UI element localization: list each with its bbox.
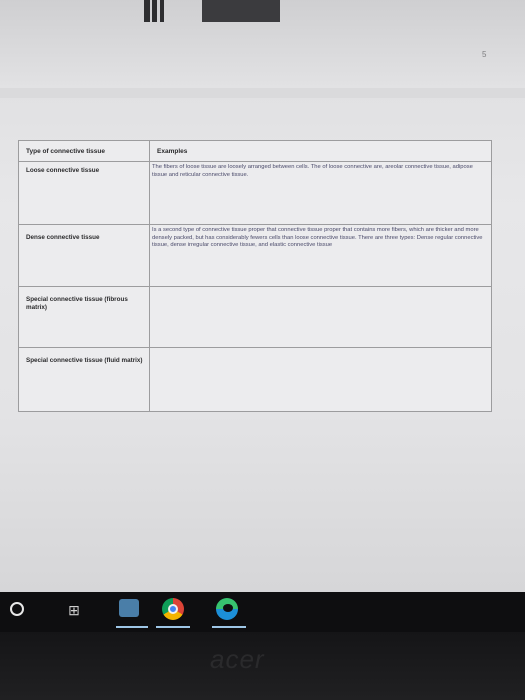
document-top-margin <box>0 0 525 89</box>
page-separator <box>0 88 525 98</box>
tissue-type-label: Special connective tissue (fluid matrix) <box>26 356 143 364</box>
type-cell[interactable] <box>19 162 150 225</box>
table-header-row <box>19 141 492 162</box>
table-row <box>19 162 492 225</box>
files-icon[interactable] <box>116 599 144 619</box>
example-text <box>150 287 491 289</box>
header-type-label: Type of connective tissue <box>26 148 105 155</box>
example-text: The fibers of loose tissue are loosely arranged between cells. The of loose connective are, areolar connective tissue, adipose tissue and reticular connective tissue. <box>152 164 473 178</box>
laptop-bezel <box>0 632 525 700</box>
header-cell-type[interactable] <box>19 141 150 162</box>
example-cell[interactable] <box>150 286 492 347</box>
example-cell[interactable] <box>150 162 492 225</box>
chrome-icon[interactable] <box>162 598 186 622</box>
overview-icon[interactable]: ⊞ <box>68 602 80 618</box>
launcher-icon[interactable] <box>10 602 24 616</box>
tissue-type-label: Special connective tissue (fibrous matrix) <box>26 295 128 311</box>
type-cell[interactable] <box>19 347 150 411</box>
taskbar <box>0 592 525 632</box>
connective-tissue-table <box>18 140 492 412</box>
header-cell-examples[interactable] <box>150 141 492 162</box>
edge-icon[interactable] <box>216 598 242 622</box>
example-cell[interactable] <box>150 225 492 286</box>
example-text: Is a second type of connective tissue proper that connective tissue proper that contains more fibers, which are thicker and more densely packed, but has considerably fewers cells than loose connective tissue. There are three types: Dense regular connective tissue, dense irregular connective tissue, and elastic connective tissue <box>152 227 483 249</box>
tissue-type-label: Dense connective tissue <box>26 234 100 242</box>
header-examples-label: Examples <box>157 148 188 155</box>
type-cell[interactable] <box>19 286 150 347</box>
table-row <box>19 286 492 347</box>
brand-logo: acer <box>210 644 265 674</box>
table-row <box>19 347 492 411</box>
example-cell[interactable] <box>150 347 492 411</box>
table-row <box>19 225 492 286</box>
page-number: 5 <box>482 50 487 59</box>
tissue-type-label: Loose connective tissue <box>26 167 100 175</box>
partial-image-crop <box>138 0 288 22</box>
example-text <box>150 348 491 350</box>
type-cell[interactable] <box>19 225 150 286</box>
